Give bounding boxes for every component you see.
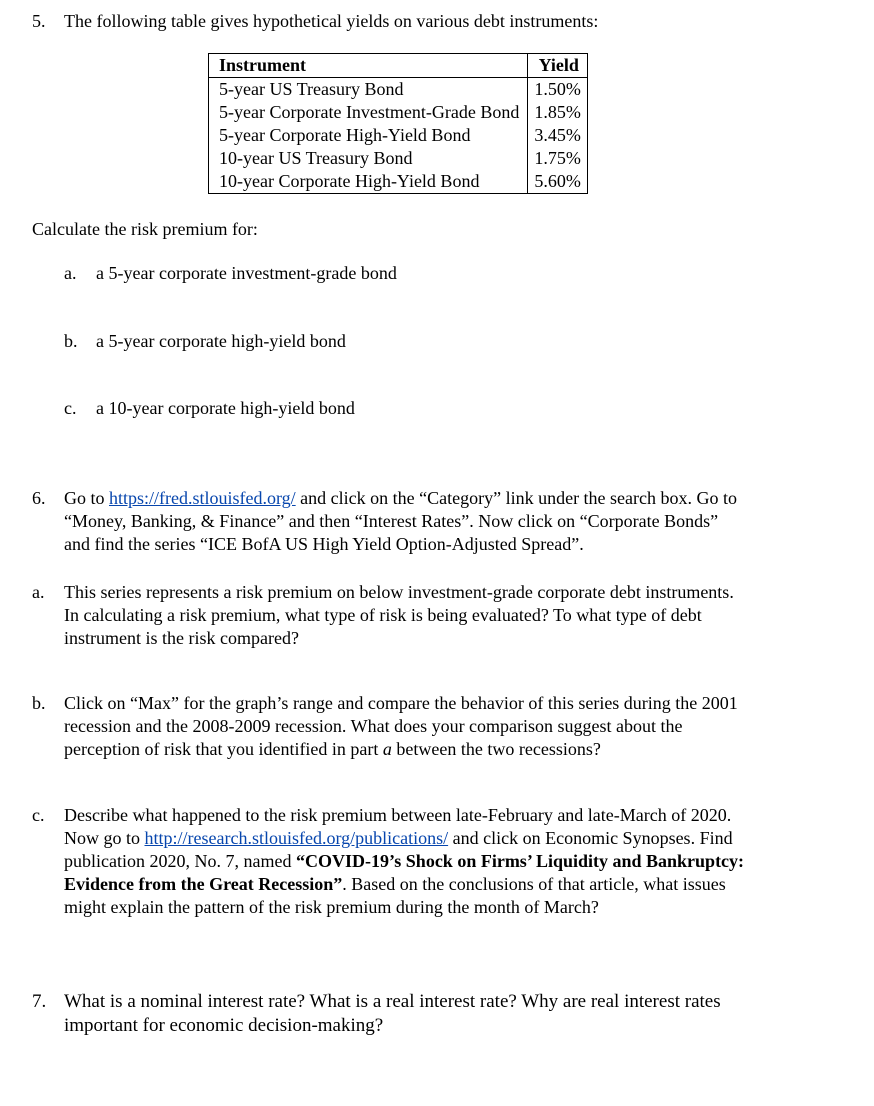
- question-6b-line-2: recession and the 2008-2009 recession. What does your comparison suggest about the: [64, 716, 683, 736]
- instrument-cell: 10-year Corporate High-Yield Bond: [209, 170, 528, 194]
- question-7-body: [64, 990, 824, 1038]
- part-c-text: a 10-year corporate high-yield bond: [96, 398, 355, 418]
- part-a-text: a 5-year corporate investment-grade bond: [96, 263, 397, 283]
- question-6-line-3: and find the series “ICE BofA US High Yield Option-Adjusted Spread”.: [64, 534, 584, 554]
- question-5-number: 5.: [32, 11, 46, 31]
- yield-cell: 1.75%: [528, 147, 588, 170]
- question-6c-label: c.: [32, 805, 45, 825]
- calc-prompt: Calculate the risk premium for:: [32, 219, 258, 239]
- instrument-cell: 5-year Corporate Investment-Grade Bond: [209, 101, 528, 124]
- part-b-text: a 5-year corporate high-yield bond: [96, 331, 346, 351]
- instrument-cell: 10-year US Treasury Bond: [209, 147, 528, 170]
- instrument-cell: 5-year US Treasury Bond: [209, 78, 528, 102]
- table-row: [209, 101, 588, 124]
- table-header-row: [209, 54, 588, 78]
- part-c-label: c.: [64, 398, 77, 418]
- yield-cell: 3.45%: [528, 124, 588, 147]
- question-6c-line-5: might explain the pattern of the risk premium during the month of March?: [64, 897, 599, 917]
- question-6-line-2: “Money, Banking, & Finance” and then “Interest Rates”. Now click on “Corporate Bonds”: [64, 511, 719, 531]
- column-header-instrument: Instrument: [209, 54, 528, 78]
- question-6c-line-4: Evidence from the Great Recession”. Based on the conclusions of that article, what issues: [64, 874, 726, 894]
- question-6c-line-3: publication 2020, No. 7, named “COVID-19’s Shock on Firms’ Liquidity and Bankruptcy:: [64, 851, 745, 871]
- question-6-line-1: Go to https://fred.stlouisfed.org/ and click on the “Category” link under the search box. Go to: [64, 488, 738, 508]
- question-6-body: [64, 487, 824, 556]
- table-row: [209, 124, 588, 147]
- question-6c-body: [64, 804, 824, 919]
- yield-cell: 1.85%: [528, 101, 588, 124]
- question-6a-label: a.: [32, 582, 45, 602]
- question-6a-body: [64, 581, 824, 650]
- yields-table: [208, 53, 588, 194]
- question-6b-line-3: perception of risk that you identified in part a between the two recessions?: [64, 739, 601, 759]
- fred-link[interactable]: https://fred.stlouisfed.org/: [109, 488, 296, 508]
- question-6a-line-2: In calculating a risk premium, what type of risk is being evaluated? To what type of debt: [64, 605, 702, 625]
- instrument-cell: 5-year Corporate High-Yield Bond: [209, 124, 528, 147]
- part-a-label: a.: [64, 263, 77, 283]
- question-5-intro: The following table gives hypothetical yields on various debt instruments:: [64, 11, 599, 31]
- table-row: [209, 78, 588, 102]
- table-row: [209, 147, 588, 170]
- question-7-line-2: important for economic decision-making?: [64, 1015, 384, 1036]
- question-6b-line-1: Click on “Max” for the graph’s range and compare the behavior of this series during the 2001: [64, 693, 738, 713]
- question-6a-line-3: instrument is the risk compared?: [64, 628, 299, 648]
- table-row: [209, 170, 588, 194]
- yield-cell: 1.50%: [528, 78, 588, 102]
- question-6-number: 6.: [32, 488, 46, 508]
- yield-cell: 5.60%: [528, 170, 588, 194]
- research-publications-link[interactable]: http://research.stlouisfed.org/publications/: [144, 828, 449, 848]
- question-6a-line-1: This series represents a risk premium on below investment-grade corporate debt instruments.: [64, 582, 734, 602]
- question-6c-line-2: Now go to http://research.stlouisfed.org/publications/ and click on Economic Synopses. Find: [64, 828, 733, 848]
- column-header-yield: Yield: [528, 54, 588, 78]
- question-6c-line-1: Describe what happened to the risk premium between late-February and late-March of 2020.: [64, 805, 732, 825]
- question-6b-label: b.: [32, 693, 46, 713]
- question-7-number: 7.: [32, 991, 47, 1012]
- question-7-line-1: What is a nominal interest rate? What is a real interest rate? Why are real interest rates: [64, 991, 721, 1012]
- question-6b-body: [64, 692, 824, 761]
- part-b-label: b.: [64, 331, 78, 351]
